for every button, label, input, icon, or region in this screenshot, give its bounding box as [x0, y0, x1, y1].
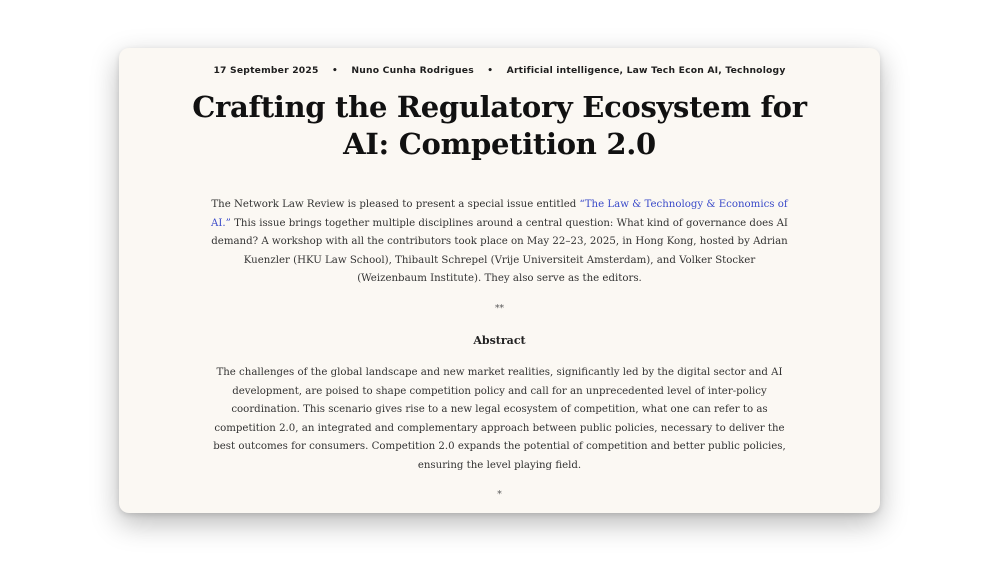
abstract-heading: Abstract: [473, 334, 526, 347]
intro-text-start: The Network Law Review is pleased to present a special issue entitled: [211, 199, 580, 210]
article-meta: [119, 65, 880, 76]
article-title: Crafting the Regulatory Ecosystem for AI: Competition 2.0: [192, 90, 807, 161]
publish-date: 17 September 2025: [213, 65, 319, 76]
section-divider: *: [497, 490, 502, 500]
special-issue-link[interactable]: “The Law & Technology & Economics of AI.”: [211, 199, 788, 229]
meta-separator: •: [332, 66, 338, 76]
intro-paragraph: [209, 196, 790, 289]
meta-separator: •: [487, 66, 494, 76]
article-card: [119, 48, 880, 513]
category-links[interactable]: Artificial intelligence, Law Tech Econ AI, Technology: [506, 65, 786, 76]
section-divider: **: [495, 304, 504, 314]
abstract-paragraph: The challenges of the global landscape and new market realities, significantly led by the digital sector and AI development, are poised to shape competition policy and call for an unprecedented level of inter-policy coordination. This scenario gives rise to a new legal ecosystem of competition, what one can refer to as competition 2.0, an integrated and complementary approach between public policies, necessary to deliver the best outcomes for consumers. Competition 2.0 expands the potential of competition and better public policies, ensuring the level playing field.: [213, 367, 786, 471]
intro-text-end: This issue brings together multiple disciplines around a central question: What kind of governance does AI demand? A workshop with all the contributors took place on May 22–23, 2025, in Hong Kong, hosted by Adrian Kuenzler (HKU Law School), Thibault Schrepel (Vrije Universiteit Amsterdam), and Volker Stocker (Weizenbaum Institute). They also serve as the editors.: [211, 217, 788, 284]
author-link[interactable]: Nuno Cunha Rodrigues: [351, 65, 474, 76]
